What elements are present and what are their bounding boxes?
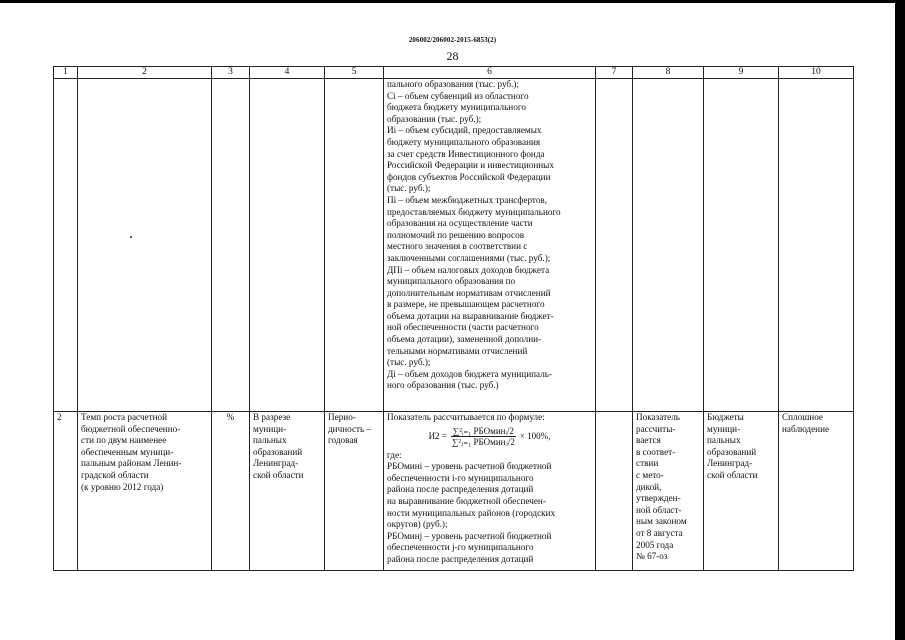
col-header-3: 3 [212,67,250,79]
text-line: образований [707,446,757,457]
text-line: в соответ- [636,446,676,457]
method-cell [384,412,596,571]
text-line: муниципального образования по [387,276,516,287]
text-line: ской области [253,469,304,480]
text-line: бюджета бюджету муниципального [387,102,526,113]
text-line: ной област- [636,504,682,515]
cont-cell-3 [212,79,250,412]
row-number: 2 [54,412,78,571]
text-line: РБОминi – уровень расчетной бюджетной [387,461,552,472]
cont-cell-6-definitions [384,79,596,412]
formula-tail: × 100%, [519,430,551,441]
text-line: на выравнивание бюджетной обеспечен- [387,495,546,506]
text-line: района после распределения дотаций [387,553,534,564]
text-line: Российской Федерации и инвестиционных [387,160,554,171]
col-header-1: 1 [54,67,78,79]
text-line: ной обеспеченности (части расчетного [387,322,539,333]
text-line: Дi – объем доходов бюджета муниципаль- [387,368,553,379]
text-line: 2005 года [636,539,674,550]
text-line: местного значения в соответствии с [387,241,528,252]
text-line: обеспеченным муници- [81,446,174,457]
text-line: обеспеченности i-го муниципального [387,472,534,483]
unit-cell: % [212,412,250,571]
col-header-5: 5 [325,67,384,79]
text-line: Перио- [328,412,356,422]
col-header-8: 8 [633,67,704,79]
scan-edge-right [895,0,905,640]
indicator-table [53,66,854,571]
method-reference-cell [633,412,704,571]
text-line: наблюдение [782,423,830,434]
col-header-2: 2 [78,67,212,79]
text-line: РБОминj – уровень расчетной бюджетной [387,530,552,541]
periodicity-cell [325,412,384,571]
column-number-row [54,67,854,79]
text-line: Пi – объем межбюджетных трансфертов, [387,194,548,205]
text-line: Сi – объем субвенций из областного [387,90,529,101]
text-line: ным законом [636,516,687,527]
text-line: образований [253,446,303,457]
scan-edge-top [0,0,905,3]
text-line: объема дотации), замененной дополни- [387,334,542,345]
text-line: дополнительным нормативам отчислений [387,287,551,298]
text-line: ности муниципальных районов (городских [387,507,556,518]
page-number: 28 [446,49,459,63]
text-line: градской области [81,469,149,480]
text-line: образования (тыс. руб.); [387,113,482,124]
growth-formula [387,426,592,448]
text-line: района после распределения дотаций [387,484,534,495]
text-line: муници- [253,423,287,434]
text-line: образования на осуществление части [387,218,533,229]
cont-cell-7 [596,79,633,412]
text-line: полномочий по решению вопросов [387,229,525,240]
text-line: № 67-оз [636,551,668,562]
text-line: годовая [328,435,358,446]
method-intro: Показатель рассчитывается по формуле: [387,412,545,422]
text-line: (тыс. руб.); [387,183,431,194]
indicator-name [78,412,212,571]
observation-type-cell [779,412,854,571]
text-line: утвержден- [636,493,681,504]
text-line: В разрезе [253,412,291,422]
text-line: (к уровню 2012 года) [81,481,164,492]
col-header-4: 4 [250,67,325,79]
text-line: муници- [707,423,741,434]
text-line: обеспеченности j-го муниципального [387,542,534,553]
col-header-10: 10 [779,67,854,79]
text-line: (тыс. руб.); [387,357,431,368]
col-header-9: 9 [704,67,779,79]
cont-cell-4 [250,79,325,412]
text-line: пальных [707,435,741,446]
text-line: бюджету муниципального образования [387,136,541,147]
text-line: за счет средств Инвестиционного фонда [387,148,545,159]
text-line: с мето- [636,469,664,480]
col7-cell [596,412,633,571]
text-line: Показатель [636,412,680,422]
text-line: дичность – [328,423,372,434]
text-line: Сплошное [782,412,823,422]
data-source-cell [704,412,779,571]
text-line: в размере, не превышающем расчетного [387,299,545,310]
text-line: Ленинград- [707,458,753,469]
text-line: от 8 августа [636,527,683,538]
cont-cell-1 [54,79,78,412]
text-line: заключенными соглашениями (тыс. руб.); [387,252,551,263]
text-line: пальным районам Ленин- [81,458,182,469]
formula-lhs: И2 = [428,430,447,441]
text-line: округов) (руб.); [387,519,448,530]
text-line: предоставляемых бюджету муниципального [387,206,561,217]
text-line: Иi – объем субсидий, предоставляемых [387,125,542,136]
text-line: бюджетной обеспеченно- [81,423,181,434]
scan-speck [130,236,132,238]
text-line: тельными нормативами отчислений [387,345,528,356]
cont-cell-10 [779,79,854,412]
text-line: сти по двум наименее [81,435,167,446]
cont-cell-5 [325,79,384,412]
breakdown-cell [250,412,325,571]
formula-denominator: ∑²ⱼ₌₁ РБОминⱼ/2 [451,437,515,448]
text-line: вается [636,435,661,446]
text-line: рассчиты- [636,423,676,434]
formula-fraction [450,426,517,447]
text-line: Ленинград- [253,458,299,469]
text-line: Темп роста расчетной [81,412,168,422]
cont-cell-8 [633,79,704,412]
text-line: пального образования (тыс. руб.); [387,79,519,89]
col-header-6: 6 [384,67,596,79]
cont-cell-2 [78,79,212,412]
text-line: фондов субъектов Российской Федерации [387,171,551,182]
text-line: пальных [253,435,287,446]
text-line: ного образования (тыс. руб.) [387,380,499,391]
text-line: объема дотации на выравнивание бюджет- [387,310,554,321]
col-header-7: 7 [596,67,633,79]
continuation-row [54,79,854,412]
text-line: Бюджеты [707,412,744,422]
text-line: ской области [707,469,758,480]
cont-cell-9 [704,79,779,412]
text-line: дикой, [636,481,662,492]
document-id: 206002/206002-2015-6853(2) [408,36,497,44]
text-line: ДПi – объем налоговых доходов бюджета [387,264,550,275]
text-line: ствии [636,458,659,469]
text-line: где: [387,449,402,460]
formula-numerator: ∑²ᵢ₌₁ РБОминᵢ/2 [452,426,514,437]
table-row [54,412,854,571]
method-definitions [387,450,592,566]
